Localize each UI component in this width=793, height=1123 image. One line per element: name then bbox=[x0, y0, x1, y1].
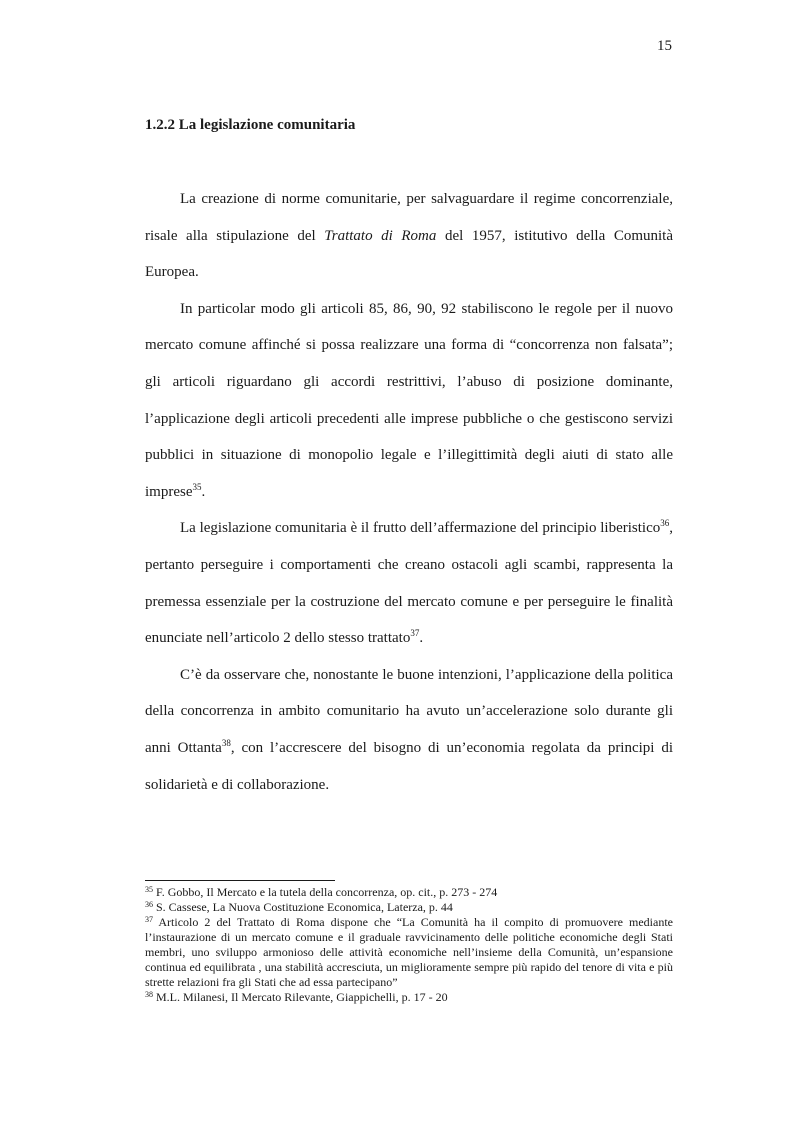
paragraph-3-end: . bbox=[419, 630, 424, 647]
footnote-ref-36[interactable]: 36 bbox=[660, 518, 670, 529]
footnote-36 bbox=[145, 900, 673, 915]
footnote-text: S. Cassese, La Nuova Costituzione Economica, Laterza, p. 44 bbox=[153, 900, 453, 914]
footnote-ref-38[interactable]: 38 bbox=[221, 737, 231, 748]
paragraph-3-text-a: La legislazione comunitaria è il frutto dell’affermazione del principio liberistico bbox=[180, 520, 661, 537]
footnote-separator bbox=[145, 880, 335, 881]
body-text bbox=[145, 181, 673, 803]
footnote-number: 35 bbox=[145, 885, 153, 894]
footnote-number: 37 bbox=[145, 915, 153, 924]
section-heading: 1.2.2 La legislazione comunitaria bbox=[145, 117, 356, 133]
footnote-35 bbox=[145, 885, 673, 900]
footnote-ref-35[interactable]: 35 bbox=[192, 481, 202, 492]
paragraph-2-end: . bbox=[201, 483, 206, 500]
paragraph-1 bbox=[145, 181, 673, 291]
paragraph-3 bbox=[145, 510, 673, 656]
footnote-text: M.L. Milanesi, Il Mercato Rilevante, Giappichelli, p. 17 - 20 bbox=[153, 990, 448, 1004]
paragraph-4-text-a: C’è da osservare che, nonostante le buone intenzioni, l’applicazione della politica della concorrenza in ambito comunitario ha avuto un’accelerazione solo durante gli anni Ottanta bbox=[145, 666, 673, 756]
footnote-number: 36 bbox=[145, 900, 153, 909]
page-number: 15 bbox=[657, 38, 672, 54]
footnote-38 bbox=[145, 990, 673, 1005]
paragraph-4-text-b: , con l’accrescere del bisogno di un’economia regolata da principi di solidarietà e di collaborazione. bbox=[145, 739, 673, 793]
treaty-title: Trattato di Roma bbox=[324, 227, 437, 244]
paragraph-3-text-b: , pertanto perseguire i comportamenti che creano ostacoli agli scambi, rappresenta la premessa essenziale per la costruzione del mercato comune e per perseguire le finalità enunciate nell’articolo 2 dello stesso trattato bbox=[145, 520, 673, 647]
footnote-text: Articolo 2 del Trattato di Roma dispone che “La Comunità ha il compito di promuovere mediante l’instaurazione di un mercato comune e il graduale ravvicinamento delle politiche economiche degli Stati membri, uno sviluppo armonioso delle attività economiche nell’insieme della Comunità, un’espansione continua ed equilibrata , una stabilità accresciuta, un miglioramente sempre più rapido del tenore di vita e più strette relazioni fra gli Stati che ad essa partecipano” bbox=[145, 915, 673, 989]
footnote-37 bbox=[145, 915, 673, 990]
paragraph-2-text: In particolar modo gli articoli 85, 86, 90, 92 stabiliscono le regole per il nuovo mercato comune affinché si possa realizzare una forma di “concorrenza non falsata”; gli articoli riguardano gli accordi restrittivi, l’abuso di posizione dominante, l’applicazione degli articoli precedenti alle imprese pubbliche o che gestiscono servizi pubblici in situazione di monopolio legale e l’illegittimità degli aiuti di stato alle imprese bbox=[145, 300, 673, 500]
paragraph-2 bbox=[145, 291, 673, 511]
footnotes bbox=[145, 885, 673, 1005]
paragraph-1-text-b: del 1957, istitutivo della Comunità Europea. bbox=[145, 227, 673, 281]
footnote-text: F. Gobbo, Il Mercato e la tutela della concorrenza, op. cit., p. 273 - 274 bbox=[153, 885, 498, 899]
footnote-number: 38 bbox=[145, 990, 153, 999]
footnote-ref-37[interactable]: 37 bbox=[410, 628, 420, 639]
paragraph-4 bbox=[145, 657, 673, 803]
paragraph-1-text-a: La creazione di norme comunitarie, per salvaguardare il regime concorrenziale, risale alla stipulazione del bbox=[145, 191, 673, 244]
